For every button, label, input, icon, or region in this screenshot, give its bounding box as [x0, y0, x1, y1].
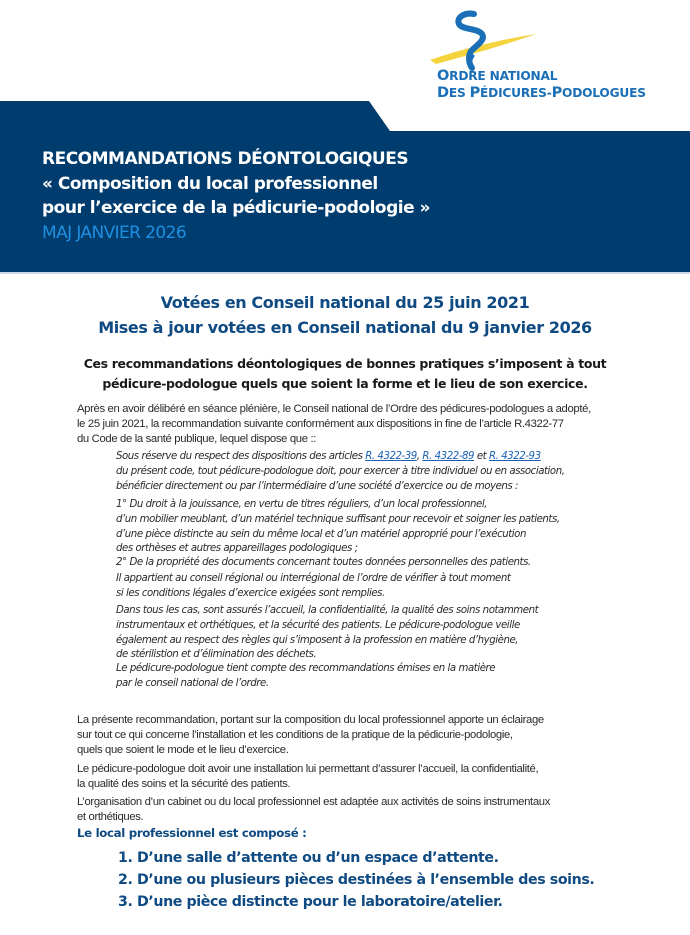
serpent-swoosh-logo-icon — [428, 10, 538, 72]
org-name-line2: DES PÉDICURES-PODOLOGUES — [437, 85, 646, 101]
quote-line: Dans tous les cas, sont assurés l’accueil, la confidentialité, la qualité des soins notamment — [116, 605, 539, 616]
separator: , — [416, 451, 423, 462]
body-line: quels que soient le mode et le lieu d’exercice. — [77, 744, 289, 757]
quote-line: si les conditions légales d’exercice exigées sont remplies. — [116, 587, 385, 599]
composition-item: 1. D’une salle d’attente ou d’un espace d’attente. — [118, 850, 499, 866]
quote-line: 2° De la propriété des documents concernant toutes données personnelles des patients. — [116, 557, 531, 568]
article-link-r4322-89[interactable]: R. 4322-89 — [422, 451, 475, 462]
document-title — [42, 147, 430, 245]
quote-line: Il appartient au conseil régional ou interrégional de l’ordre de vérifier à tout moment — [116, 573, 511, 584]
quote-paragraph-1 — [116, 450, 616, 494]
org-name — [437, 68, 646, 102]
quote-paragraph-5 — [116, 604, 616, 663]
vote-dates-heading — [0, 290, 690, 340]
quote-paragraph-4 — [116, 572, 616, 602]
quote-text: Sous réserve du respect des dispositions des articles — [116, 451, 366, 462]
quote-paragraph-3 — [116, 556, 616, 571]
composition-item: 2. D’une ou plusieurs pièces destinées à l’ensemble des soins. — [118, 872, 595, 888]
header-banner — [0, 101, 690, 272]
quote-line: 1° Du droit à la jouissance, en vertu de titres réguliers, d’un local professionnel, — [116, 499, 488, 510]
article-link-r4322-93[interactable]: R. 4322-93 — [489, 451, 541, 462]
title-line-3: pour l’exercice de la pédicurie-podologie » — [42, 198, 431, 218]
body-paragraph-3 — [77, 795, 637, 825]
composition-item: 3. D’une pièce distincte pour le laboratoire/atelier. — [118, 894, 503, 910]
body-line: L’organisation d’un cabinet ou du local professionnel est adaptée aux activités de soins instrumentaux — [77, 796, 550, 808]
banner-divider — [0, 272, 690, 274]
quote-line: d’un mobilier meublant, d’un matériel technique suffisant pour recevoir et soigner les patients, — [116, 513, 560, 525]
org-name-line1: ORDRE NATIONAL — [437, 68, 558, 84]
quote-line: du présent code, tout pédicure-podologue doit, pour exercer à titre individuel ou en association, — [116, 465, 565, 477]
quote-line: Le pédicure-podologue tient compte des recommandations émises en la matière — [116, 663, 496, 674]
composition-list — [118, 847, 594, 913]
body-paragraph-1 — [77, 713, 637, 759]
body-line: et orthétiques. — [77, 811, 144, 824]
quote-line: d’une pièce distincte au sein du même local et d’un matériel approprié pour l’exécution — [116, 528, 526, 540]
update-label: MAJ JANVIER 2026 — [42, 222, 187, 243]
quote-line: par le conseil national de l’ordre. — [116, 677, 269, 689]
quote-line: de stérilistion et d’élimination des déchets. — [116, 649, 317, 661]
article-link-r4322-39[interactable]: R. 4322-39 — [365, 451, 417, 462]
title-line-1: RECOMMANDATIONS DÉONTOLOGIQUES — [42, 149, 409, 169]
body-line: la qualité des soins et la sécurité des patients. — [77, 778, 291, 791]
preamble-line: Après en avoir délibéré en séance plénière, le Conseil national de l’Ordre des pédicures-podologues a adopté, — [77, 403, 591, 415]
intro-line-2: pédicure-podologue quels que soient la forme et le lieu de son exercice. — [102, 375, 588, 391]
quote-paragraph-6 — [116, 662, 616, 692]
vote-date-line-2: Mises à jour votées en Conseil national du 9 janvier 2026 — [98, 318, 592, 337]
preamble-line: le 25 juin 2021, la recommandation suivante conformément aux dispositions in fine de l’article R.4322-77 — [77, 418, 564, 431]
quote-line: instrumentaux et orthétiques, et la sécurité des patients. Le pédicure-podologue veille — [116, 619, 520, 631]
intro-statement — [0, 354, 690, 393]
intro-line-1: Ces recommandations déontologiques de bonnes pratiques s’imposent à tout — [83, 356, 607, 371]
body-paragraph-2 — [77, 762, 637, 792]
title-line-2: « Composition du local professionnel — [42, 173, 378, 194]
body-line: La présente recommandation, portant sur la composition du local professionnel apporte un éclairage — [77, 714, 544, 726]
body-line: Le pédicure-podologue doit avoir une installation lui permettant d’assurer l’accueil, la confidentialité, — [77, 763, 539, 775]
quote-line: également au respect des règles qui s’imposent à la profession en matière d’hygiène, — [116, 634, 519, 646]
separator: et — [474, 451, 489, 462]
preamble-line: du Code de la santé publique, lequel dispose que :: — [77, 433, 317, 446]
preamble-paragraph — [77, 402, 637, 448]
ordre-logo — [428, 10, 678, 105]
body-line: sur tout ce qui concerne l’installation et les conditions de la pratique de la pédicurie-podologie, — [77, 729, 513, 742]
vote-date-line-1: Votées en Conseil national du 25 juin 2021 — [160, 293, 530, 312]
quote-line: bénéficier directement ou par l’intermédiaire d’une société d’exercice ou de moyens : — [116, 480, 519, 492]
quote-line — [116, 450, 616, 465]
quote-line: des orthèses et autres appareillages podologiques ; — [116, 543, 358, 555]
composition-heading: Le local professionnel est composé : — [77, 826, 307, 840]
quote-paragraph-2 — [116, 498, 616, 557]
